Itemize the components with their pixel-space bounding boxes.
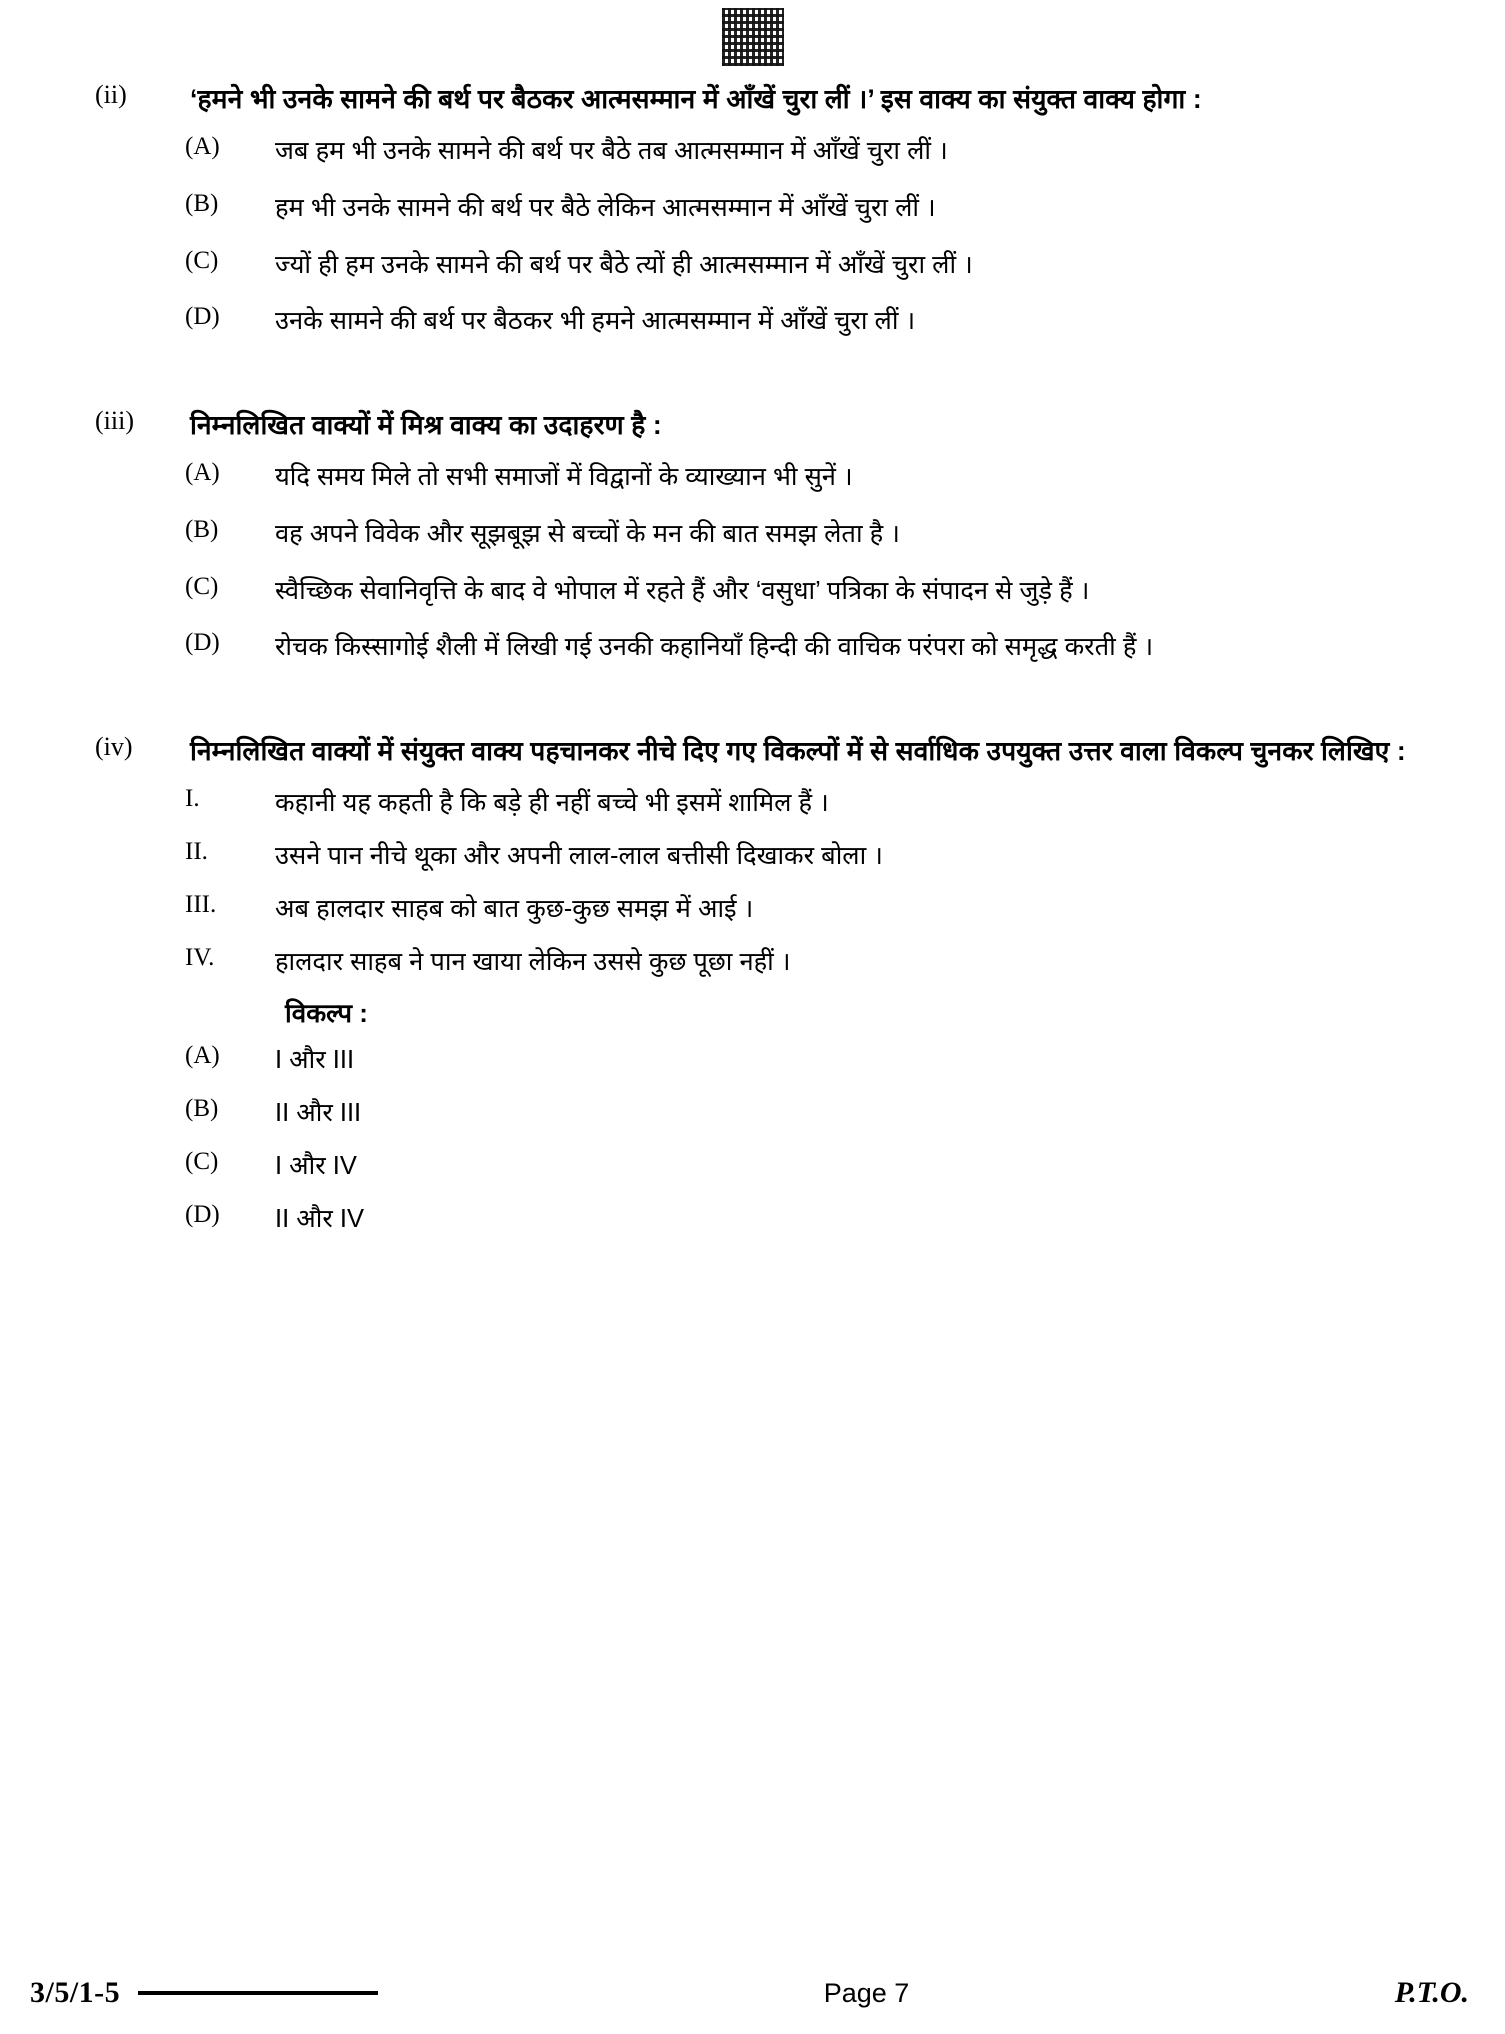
question-iii [95, 404, 1445, 447]
statement-text: हालदार साहब ने पान खाया लेकिन उससे कुछ पूछा नहीं । [275, 947, 791, 976]
qr-code-container [0, 8, 1505, 66]
option-row[interactable] [95, 301, 1445, 342]
statement-row [95, 783, 1445, 824]
question-number: (iv) [95, 732, 133, 762]
option-label: (D) [185, 1200, 220, 1228]
option-row[interactable] [95, 457, 1445, 498]
option-row[interactable] [95, 571, 1445, 612]
question-ii [95, 78, 1445, 121]
qr-code-icon [722, 8, 784, 66]
option-label: (D) [185, 303, 220, 331]
option-label: (A) [185, 1042, 220, 1070]
option-text: ज्यों ही हम उनके सामने की बर्थ पर बैठे त्यों ही आत्मसम्मान में आँखें चुरा लीं । [275, 250, 973, 279]
statement-label: II. [185, 837, 208, 865]
option-text: I और III [275, 1046, 355, 1075]
pto-label: P.T.O. [1394, 1976, 1469, 2009]
page-number: Page 7 [823, 1977, 910, 2008]
question-content [0, 78, 1505, 1252]
options-heading: विकल्प : [285, 998, 368, 1029]
option-label: (B) [185, 189, 219, 217]
option-row[interactable] [95, 188, 1445, 229]
option-text: स्वैच्छिक सेवानिवृत्ति के बाद वे भोपाल में रहते हैं और ‘वसुधा’ पत्रिका के संपादन से जुड़े हैं । [275, 576, 1090, 605]
statement-text: कहानी यह कहती है कि बड़े ही नहीं बच्चे भी इसमें शामिल हैं । [275, 789, 829, 818]
spacer [95, 684, 1445, 730]
option-row[interactable] [95, 1040, 1445, 1081]
statement-text: उसने पान नीचे थूका और अपनी लाल-लाल बत्तीसी दिखाकर बोला । [275, 841, 883, 870]
statement-row [95, 942, 1445, 983]
question-iii-options [95, 457, 1445, 668]
paper-code: 3/5/1-5 [30, 1976, 121, 2009]
statement-row [95, 889, 1445, 930]
option-text: उनके सामने की बर्थ पर बैठकर भी हमने आत्मसम्मान में आँखें चुरा लीं । [275, 307, 916, 336]
option-row[interactable] [95, 514, 1445, 555]
option-row[interactable] [95, 1199, 1445, 1240]
footer-divider [138, 1991, 378, 1995]
option-label: (D) [185, 629, 220, 657]
option-label: (C) [185, 246, 219, 274]
question-number: (iii) [95, 406, 134, 436]
question-iv-statements [95, 783, 1445, 982]
page-footer [0, 1970, 1505, 2016]
option-text: हम भी उनके सामने की बर्थ पर बैठे लेकिन आत्मसम्मान में आँखें चुरा लीं । [275, 193, 936, 222]
option-label: (A) [185, 459, 220, 487]
option-label: (B) [185, 1095, 219, 1123]
option-row[interactable] [95, 1146, 1445, 1187]
question-number: (ii) [95, 80, 127, 109]
statement-text: अब हालदार साहब को बात कुछ-कुछ समझ में आई । [275, 894, 754, 923]
question-text: निम्नलिखित वाक्यों में मिश्र वाक्य का उदाहरण है : [190, 410, 662, 441]
question-ii-options [95, 131, 1445, 342]
option-text: जब हम भी उनके सामने की बर्थ पर बैठे तब आत्मसम्मान में आँखें चुरा लीं । [275, 136, 948, 165]
option-row[interactable] [95, 245, 1445, 286]
statement-row [95, 836, 1445, 877]
spacer [95, 358, 1445, 404]
option-text: रोचक किस्सागोई शैली में लिखी गई उनकी कहानियाँ हिन्दी की वाचिक परंपरा को समृद्ध करती हैं । [275, 633, 1154, 662]
option-text: II और III [275, 1099, 362, 1128]
option-row[interactable] [95, 131, 1445, 172]
option-label: (C) [185, 572, 219, 600]
option-label: (C) [185, 1147, 219, 1175]
option-row[interactable] [95, 627, 1445, 668]
option-text: यदि समय मिले तो सभी समाजों में विद्वानों के व्याख्यान भी सुनें । [275, 463, 853, 492]
option-row[interactable] [95, 1093, 1445, 1134]
question-text: निम्नलिखित वाक्यों में संयुक्त वाक्य पहचानकर नीचे दिए गए विकल्पों में से सर्वाधिक उपयुक्त उत्तर वाला विकल्प चुनकर लिखिए : [190, 736, 1406, 767]
option-label: (B) [185, 515, 219, 543]
statement-label: I. [185, 785, 200, 813]
option-text: II और IV [275, 1204, 364, 1233]
question-text: ‘हमने भी उनके सामने की बर्थ पर बैठकर आत्मसम्मान में आँखें चुरा लीं ।’ इस वाक्य का संयुक्त वाक्य होगा : [190, 84, 1202, 114]
statement-label: III. [185, 890, 217, 918]
option-text: वह अपने विवेक और सूझबूझ से बच्चों के मन की बात समझ लेता है । [275, 519, 900, 548]
option-label: (A) [185, 132, 220, 160]
question-iv-options [95, 1040, 1445, 1239]
statement-label: IV. [185, 943, 215, 971]
option-text: I और IV [275, 1151, 357, 1180]
question-iv [95, 730, 1445, 773]
